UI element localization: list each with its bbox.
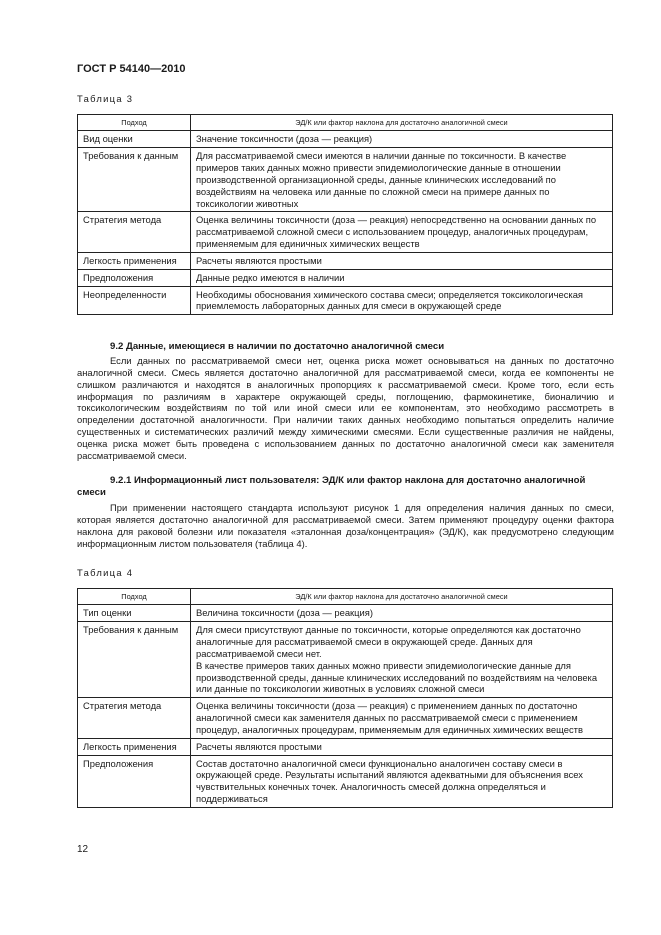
paragraph: При применении настоящего стандарта используют рисунок 1 для определения наличия данных по смеси, которая является достаточно аналогичной для рассматриваемой смеси. Затем применяют процедуру оценки фактора наклона для раковой болезни или показателя «эталонная доза/концентрация» (ЭД/К), как предусмотрено следующим информационным листом пользователя (таблица 4). xyxy=(77,502,614,549)
table-row xyxy=(78,131,613,148)
standard-code: ГОСТ Р 54140—2010 xyxy=(77,63,186,75)
table-row xyxy=(78,738,613,755)
paragraph: Если данных по рассматриваемой смеси нет, оценка риска может основываться на данных по достаточно аналогичной смеси. Смесь является достаточно аналогичной для рассматриваемой смеси, когда ее компоненты не слишком различаются и находятся в аналогичных пропорциях к рассматриваемой смеси. Кроме того, если есть информация по различиям в характере окружающей среды, поглощению, фармокинетике, бионаличию и токсикологическим воздействиям по той или иной смеси или ее компонентам, это необходимо рассмотреть в определении достаточной аналогичности. При наличии таких данных необходимо попытаться определить наличие существенных и систематических различий между химическими смесями. Если существенные различия не найдены, оценка риска может быть проведена с использованием данных по достаточно аналогичной смеси как заменителя рассматриваемой смеси. xyxy=(77,355,614,461)
row-text-cell xyxy=(191,622,613,698)
row-label: Вид оценки xyxy=(78,131,191,148)
table3-col-header: Подход xyxy=(78,115,191,131)
row-text: Значение токсичности (доза — реакция) xyxy=(191,131,613,148)
table-row xyxy=(78,286,613,315)
row-label: Требования к данным xyxy=(78,148,191,212)
row-label: Тип оценки xyxy=(78,605,191,622)
subsection-heading: 9.2.1 Информационный лист пользователя: ЭД/К или фактор наклона для достаточно аналогичной смеси xyxy=(77,475,586,499)
table3-col-header: ЭД/К или фактор наклона для достаточно аналогичной смеси xyxy=(191,115,613,131)
row-text: Для рассматриваемой смеси имеются в наличии данные по токсичности. В качестве примеров таких данных можно привести эпидемиологические данные в отношении производственной организационной среды, данные клинических исследований по воздействиям на человека или данные по сложной смеси на примере данных по токсикологии животных xyxy=(191,148,613,212)
table4-col-header: Подход xyxy=(78,589,191,605)
table4-col-header: ЭД/К или фактор наклона для достаточно аналогичной смеси xyxy=(191,589,613,605)
table-row xyxy=(78,269,613,286)
section-9-2-body xyxy=(77,355,614,462)
table-row xyxy=(78,148,613,212)
row-label: Стратегия метода xyxy=(78,212,191,253)
row-text: Расчеты являются простыми xyxy=(191,738,613,755)
row-text: Состав достаточно аналогичной смеси функционально аналогичен составу смеси в окружающей среде. Результаты испытаний являются адекватными для объяснения всех чувствительных конечных точек. Аналогичность смесей должна определяться и поддерживаться xyxy=(191,755,613,807)
row-label: Предположения xyxy=(78,755,191,807)
table-row xyxy=(78,212,613,253)
row-label: Легкость применения xyxy=(78,738,191,755)
table-row xyxy=(78,698,613,739)
row-label: Предположения xyxy=(78,269,191,286)
table-row xyxy=(78,605,613,622)
section-heading: 9.2 Данные, имеющиеся в наличии по достаточно аналогичной смеси xyxy=(110,341,445,352)
row-text: Для смеси присутствуют данные по токсичности, которые определяются как достаточно аналогичные для рассматриваемой смеси в окружающей среде. Данных для рассматриваемой смеси нет. xyxy=(196,624,581,659)
table-row xyxy=(78,755,613,807)
table4-caption: Таблица 4 xyxy=(77,567,134,578)
table4 xyxy=(77,588,613,808)
row-label: Стратегия метода xyxy=(78,698,191,739)
row-text: Величина токсичности (доза — реакция) xyxy=(191,605,613,622)
row-text: Расчеты являются простыми xyxy=(191,252,613,269)
row-text: Данные редко имеются в наличии xyxy=(191,269,613,286)
section-9-2-1-body xyxy=(77,502,614,549)
row-text: Оценка величины токсичности (доза — реакция) непосредственно на основании данных по рассматриваемой сложной смеси с использованием процедур, аналогичных процедурам, применяемым для единичных химических веществ xyxy=(191,212,613,253)
page-number: 12 xyxy=(77,844,89,855)
row-text-continued: В качестве примеров таких данных можно привести эпидемиологические данные для производственной среды, данные клинических исследований по воздействиям на человека или данные по токсикологии животных в условиях сложной смеси xyxy=(196,659,598,695)
row-label: Легкость применения xyxy=(78,252,191,269)
table3-caption: Таблица 3 xyxy=(77,93,134,104)
table-row xyxy=(78,622,613,698)
row-text: Необходимы обоснования химического состава смеси; определяется токсикологическая приемлемость лабораторных данных для смеси в окружающей среде xyxy=(191,286,613,315)
row-text: Оценка величины токсичности (доза — реакция) с применением данных по достаточно аналогичной смеси как заменителя данных по рассматриваемой смеси с применением процедур, аналогичных процедурам, применяемым для единичных химических веществ xyxy=(191,698,613,739)
table4-header-row xyxy=(78,589,613,605)
row-label: Неопределенности xyxy=(78,286,191,315)
table3 xyxy=(77,114,613,315)
table-row xyxy=(78,252,613,269)
table3-header-row xyxy=(78,115,613,131)
row-label: Требования к данным xyxy=(78,622,191,698)
